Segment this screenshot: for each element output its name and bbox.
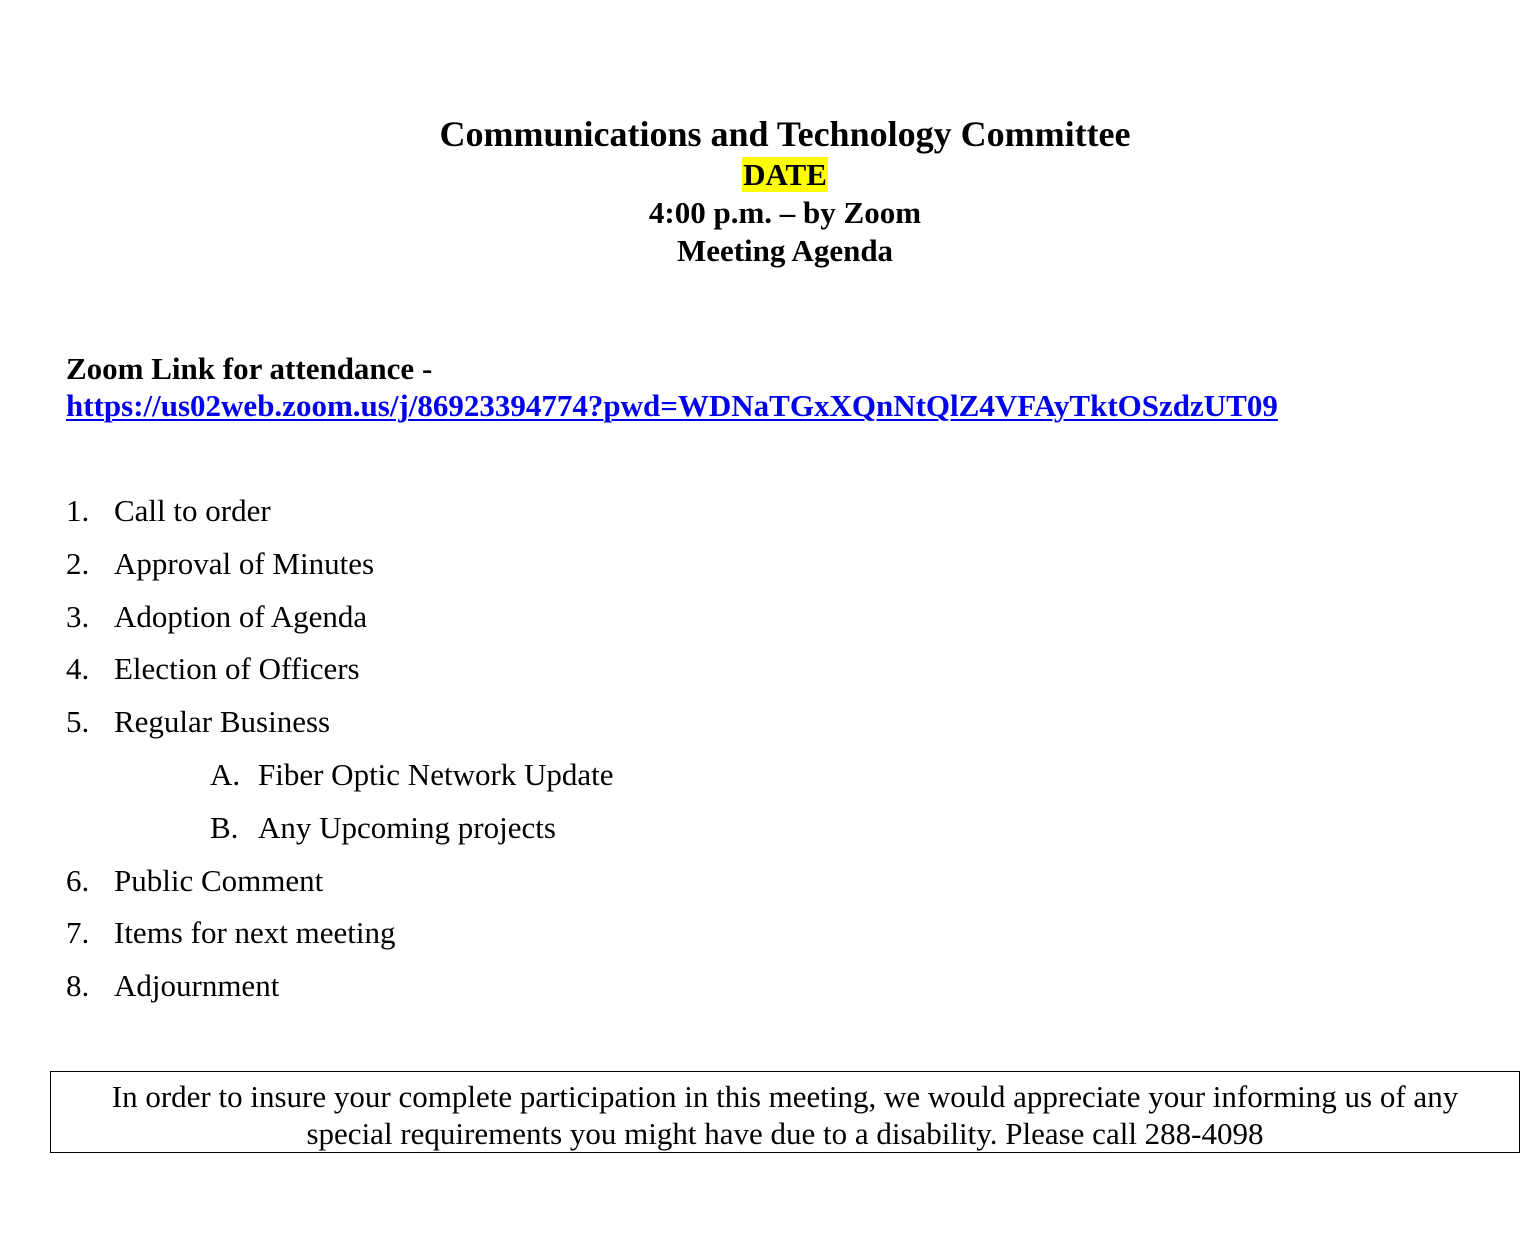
agenda-item-number: 7. xyxy=(66,915,90,951)
agenda-subitem-letter: B. xyxy=(210,809,239,845)
agenda-item-number: 5. xyxy=(66,704,90,740)
agenda-item-number: 8. xyxy=(66,968,90,1004)
agenda-item-number: 2. xyxy=(66,545,90,581)
committee-title: Communications and Technology Committee xyxy=(439,114,1131,154)
agenda-subitem-letter: A. xyxy=(210,756,241,792)
agenda-item-text: Election of Officers xyxy=(114,651,360,687)
agenda-item-text: Regular Business xyxy=(114,704,331,740)
zoom-link-label: Zoom Link for attendance - xyxy=(66,351,433,386)
agenda-item-number: 4. xyxy=(66,651,90,687)
agenda-item-text: Adjournment xyxy=(114,968,280,1004)
zoom-meeting-link[interactable]: https://us02web.zoom.us/j/86923394774?pwd=WDNaTGxXQnNtQlZ4VFAyTktOSzdzUT09 xyxy=(66,388,1278,423)
zoom-link-section xyxy=(66,350,1278,424)
agenda-subitem-text: Any Upcoming projects xyxy=(258,809,556,845)
meeting-date-line xyxy=(0,156,1538,194)
agenda-item-text: Items for next meeting xyxy=(114,915,396,951)
agenda-item-text: Public Comment xyxy=(114,862,324,898)
notice-line-1: In order to insure your complete participation in this meeting, we would appreciate your informing us of any xyxy=(111,1079,1459,1114)
agenda-subitem-text: Fiber Optic Network Update xyxy=(258,756,614,792)
agenda-item-number: 1. xyxy=(66,493,90,528)
meeting-time: 4:00 p.m. – by Zoom xyxy=(648,195,922,230)
meeting-date: DATE xyxy=(743,157,827,192)
agenda-item-text: Adoption of Agenda xyxy=(114,598,368,634)
notice-line-2: special requirements you might have due to a disability. Please call 288-4098 xyxy=(306,1116,1264,1151)
meeting-agenda-heading: Meeting Agenda xyxy=(676,233,894,268)
accessibility-notice-box xyxy=(50,1071,1520,1153)
agenda-item-number: 6. xyxy=(66,862,90,898)
agenda-item-number: 3. xyxy=(66,598,90,634)
agenda-item-text: Call to order xyxy=(114,493,271,528)
agenda-item-text: Approval of Minutes xyxy=(114,545,375,581)
agenda-header xyxy=(0,112,1538,270)
